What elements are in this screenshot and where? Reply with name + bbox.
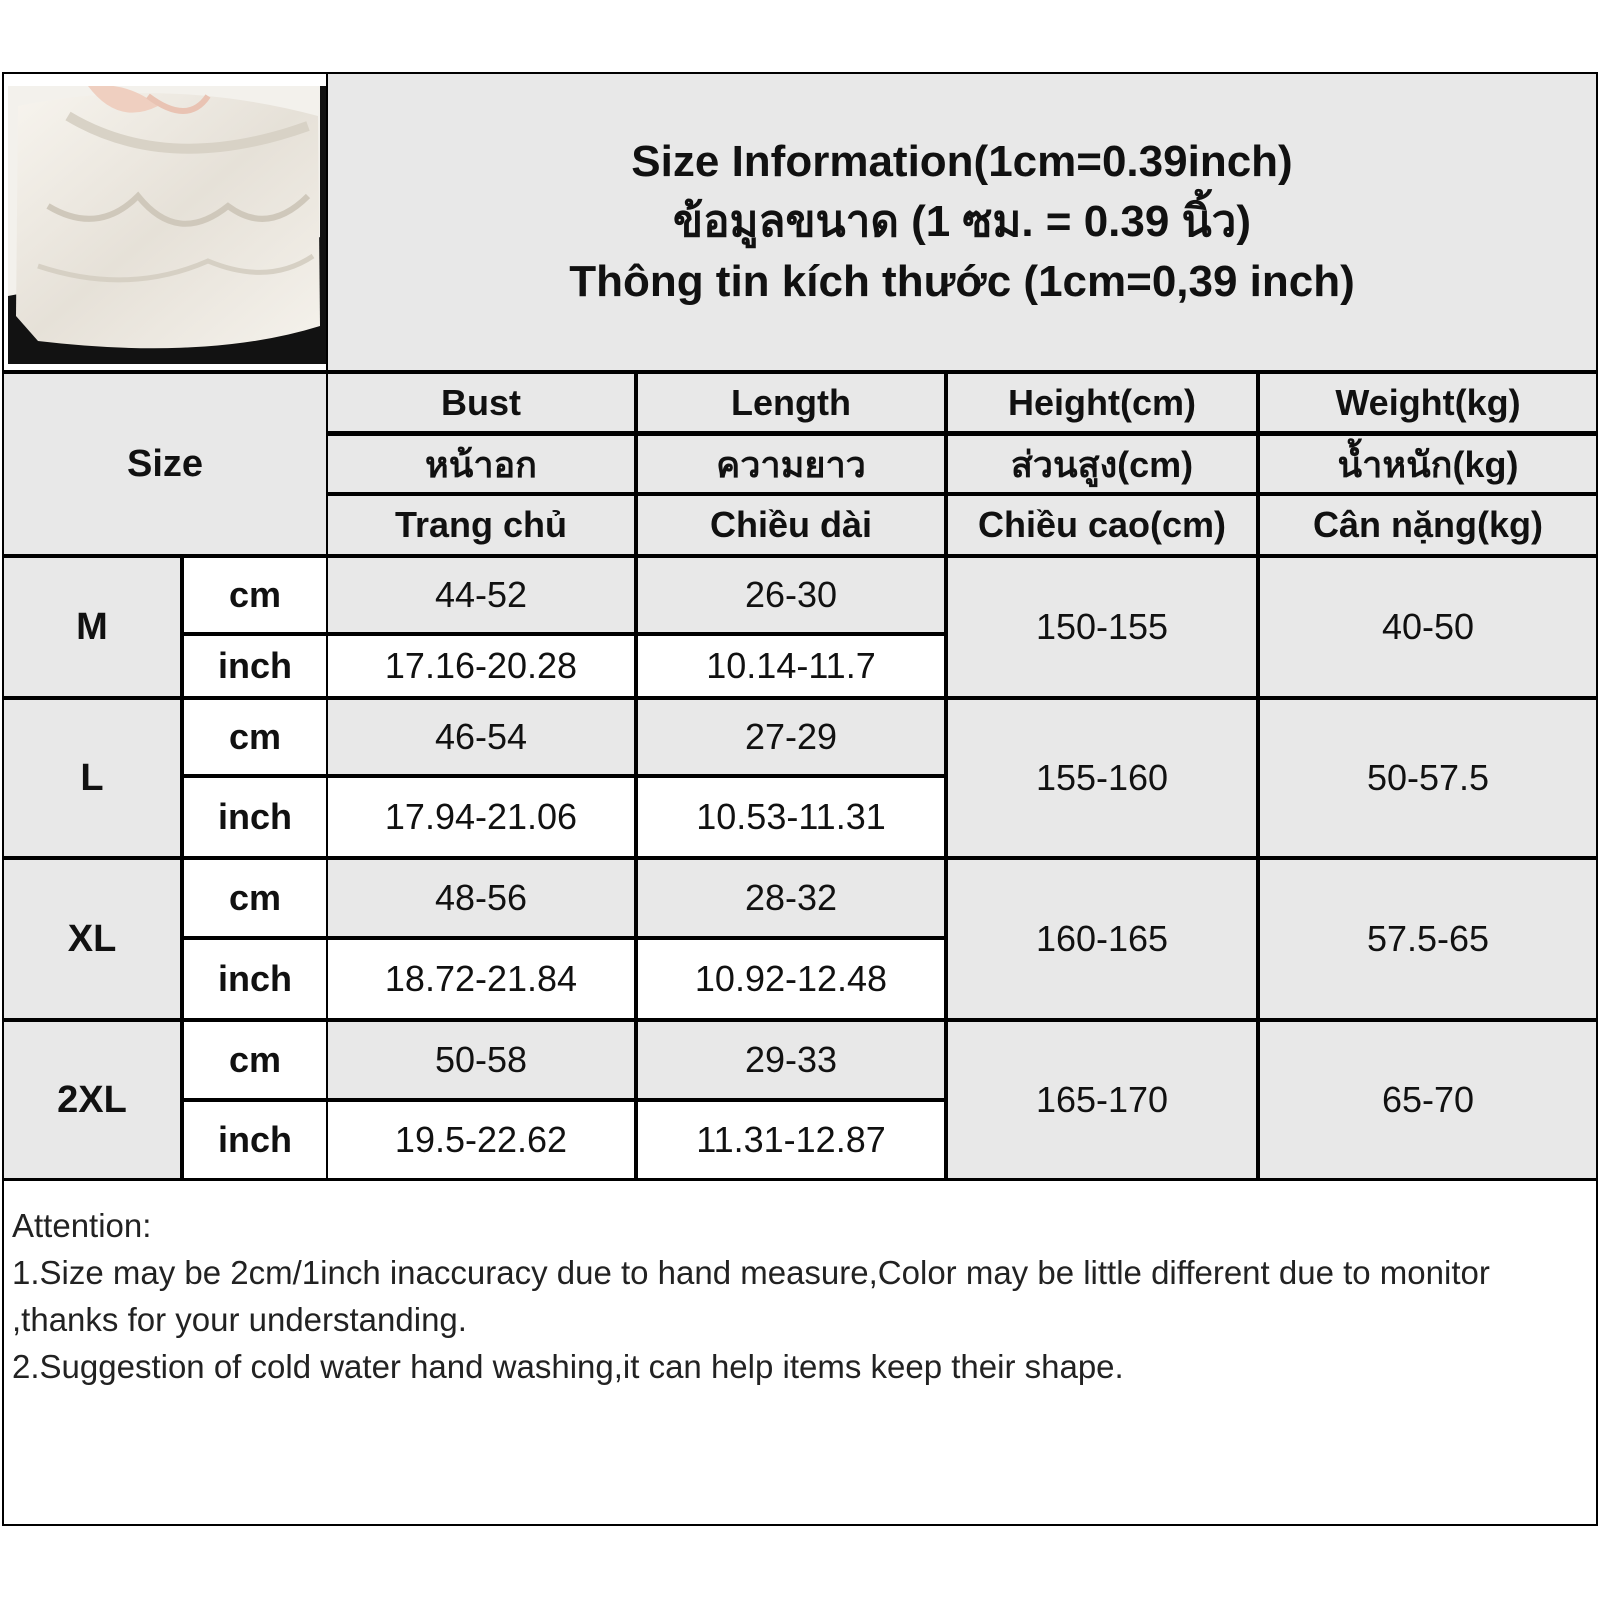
divider [4, 696, 1596, 700]
unit-cm: cm [184, 1022, 326, 1098]
size-chart [2, 72, 1598, 1526]
attention-note-1: 1.Size may be 2cm/1inch inaccuracy due to hand measure,Color may be little different due to monitor ,thanks for your understanding. [12, 1254, 1490, 1338]
weight-m: 40-50 [1260, 558, 1596, 696]
length-cm-l: 27-29 [638, 700, 944, 774]
header-length-en: Length [638, 374, 944, 431]
header-length-vi: Chiều dài [638, 496, 944, 554]
bust-cm-xl: 48-56 [328, 860, 634, 936]
size-label-xl: XL [4, 860, 180, 1018]
title-thai: ข้อมูลขนาด (1 ซม. = 0.39 นิ้ว) [672, 197, 1251, 246]
header-height-vi: Chiều cao(cm) [948, 496, 1256, 554]
unit-inch: inch [184, 778, 326, 856]
attention-heading: Attention: [12, 1207, 152, 1244]
divider [184, 632, 944, 636]
divider [184, 1098, 944, 1102]
header-size: Size [4, 374, 326, 554]
header-bust-th: หน้าอก [328, 436, 634, 492]
unit-inch: inch [184, 940, 326, 1018]
weight-xl: 57.5-65 [1260, 860, 1596, 1018]
header-bust-vi: Trang chủ [328, 496, 634, 554]
length-inch-l: 10.53-11.31 [638, 778, 944, 856]
header-weight-vi: Cân nặng(kg) [1260, 496, 1596, 554]
unit-cm: cm [184, 860, 326, 936]
header-weight-en: Weight(kg) [1260, 374, 1596, 431]
unit-inch: inch [184, 1102, 326, 1178]
height-xl: 160-165 [948, 860, 1256, 1018]
title-block [328, 74, 1596, 370]
divider [328, 431, 1596, 436]
height-l: 155-160 [948, 700, 1256, 856]
divider [326, 74, 328, 1178]
divider [180, 558, 184, 1178]
unit-inch: inch [184, 636, 326, 696]
divider [184, 936, 944, 940]
weight-2xl: 65-70 [1260, 1022, 1596, 1178]
divider [4, 856, 1596, 860]
size-label-l: L [4, 700, 180, 856]
header-length-th: ความยาว [638, 436, 944, 492]
bust-cm-2xl: 50-58 [328, 1022, 634, 1098]
header-bust-en: Bust [328, 374, 634, 431]
bust-cm-l: 46-54 [328, 700, 634, 774]
bust-inch-xl: 18.72-21.84 [328, 940, 634, 1018]
bust-cm-m: 44-52 [328, 558, 634, 632]
product-photo [8, 86, 326, 364]
unit-cm: cm [184, 700, 326, 774]
bust-inch-2xl: 19.5-22.62 [328, 1102, 634, 1178]
size-label-m: M [4, 558, 180, 696]
divider [4, 554, 1596, 558]
length-cm-2xl: 29-33 [638, 1022, 944, 1098]
attention-notes [12, 1202, 1582, 1390]
header-weight-th: น้ำหนัก(kg) [1260, 436, 1596, 492]
bust-inch-l: 17.94-21.06 [328, 778, 634, 856]
length-cm-xl: 28-32 [638, 860, 944, 936]
header-height-en: Height(cm) [948, 374, 1256, 431]
length-inch-2xl: 11.31-12.87 [638, 1102, 944, 1178]
divider [184, 774, 944, 778]
weight-l: 50-57.5 [1260, 700, 1596, 856]
attention-note-2: 2.Suggestion of cold water hand washing,it can help items keep their shape. [12, 1348, 1124, 1385]
divider [328, 492, 1596, 496]
title-english: Size Information(1cm=0.39inch) [631, 137, 1293, 186]
unit-cm: cm [184, 558, 326, 632]
length-cm-m: 26-30 [638, 558, 944, 632]
height-2xl: 165-170 [948, 1022, 1256, 1178]
length-inch-m: 10.14-11.7 [638, 636, 944, 696]
divider [4, 1018, 1596, 1022]
divider [4, 1178, 1596, 1181]
title-vietnamese: Thông tin kích thước (1cm=0,39 inch) [569, 257, 1355, 306]
bust-inch-m: 17.16-20.28 [328, 636, 634, 696]
header-height-th: ส่วนสูง(cm) [948, 436, 1256, 492]
divider [4, 370, 1596, 374]
size-label-2xl: 2XL [4, 1022, 180, 1178]
white-satin-top-photo-icon [8, 86, 326, 364]
length-inch-xl: 10.92-12.48 [638, 940, 944, 1018]
height-m: 150-155 [948, 558, 1256, 696]
